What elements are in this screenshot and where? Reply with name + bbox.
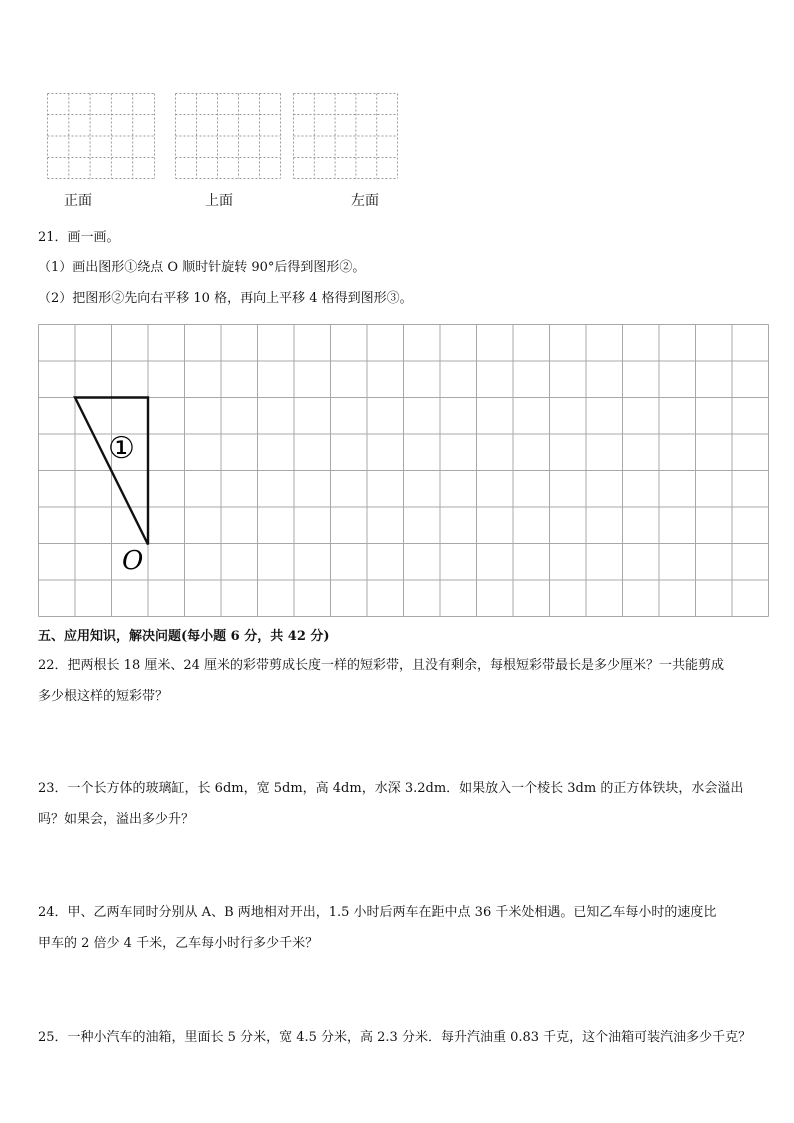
q21-title: 21．画一画。 bbox=[38, 230, 120, 245]
left-view-grid[interactable] bbox=[293, 93, 398, 179]
q25-line-1: 25．一种小汽车的油箱，里面长 5 分米，宽 4.5 分米，高 2.3 分米．每升汽油重 0.83 千克，这个油箱可装汽油多少千克？ bbox=[38, 1030, 752, 1045]
q24-line-2: 甲车的 2 倍少 4 千米，乙车每小时行多少千米？ bbox=[38, 936, 319, 951]
section-5-title: 五、应用知识，解决问题(每小题 6 分，共 42 分) bbox=[38, 629, 330, 644]
drawing-grid[interactable] bbox=[38, 324, 769, 617]
point-o-label: O bbox=[122, 546, 144, 576]
front-view-label: 正面 bbox=[64, 193, 92, 209]
q23-line-1: 23．一个长方体的玻璃缸，长 6dm，宽 5dm，高 4dm，水深 3.2dm．如果放入一个棱长 3dm 的正方体铁块，水会溢出 bbox=[38, 781, 744, 796]
q21-part2: （2）把图形②先向右平移 10 格，再向上平移 4 格得到图形③。 bbox=[38, 291, 413, 306]
left-view-label: 左面 bbox=[351, 193, 379, 209]
q22-line-1: 22．把两根长 18 厘米、24 厘米的彩带剪成长度一样的短彩带，且没有剩余，每根短彩带最长是多少厘米？一共能剪成 bbox=[38, 658, 725, 673]
front-view-grid[interactable] bbox=[47, 93, 155, 179]
q22-line-2: 多少根这样的短彩带？ bbox=[38, 689, 169, 704]
q23-line-2: 吗？如果会，溢出多少升？ bbox=[38, 812, 195, 827]
figure-1-label: ① bbox=[108, 431, 135, 466]
top-view-grid[interactable] bbox=[175, 93, 281, 179]
q21-part1: （1）画出图形①绕点 O 顺时针旋转 90°后得到图形②。 bbox=[38, 260, 366, 275]
top-view-label: 上面 bbox=[205, 193, 233, 209]
q24-line-1: 24．甲、乙两车同时分别从 A、B 两地相对开出，1.5 小时后两车在距中点 36 千米处相遇。已知乙车每小时的速度比 bbox=[38, 905, 717, 920]
